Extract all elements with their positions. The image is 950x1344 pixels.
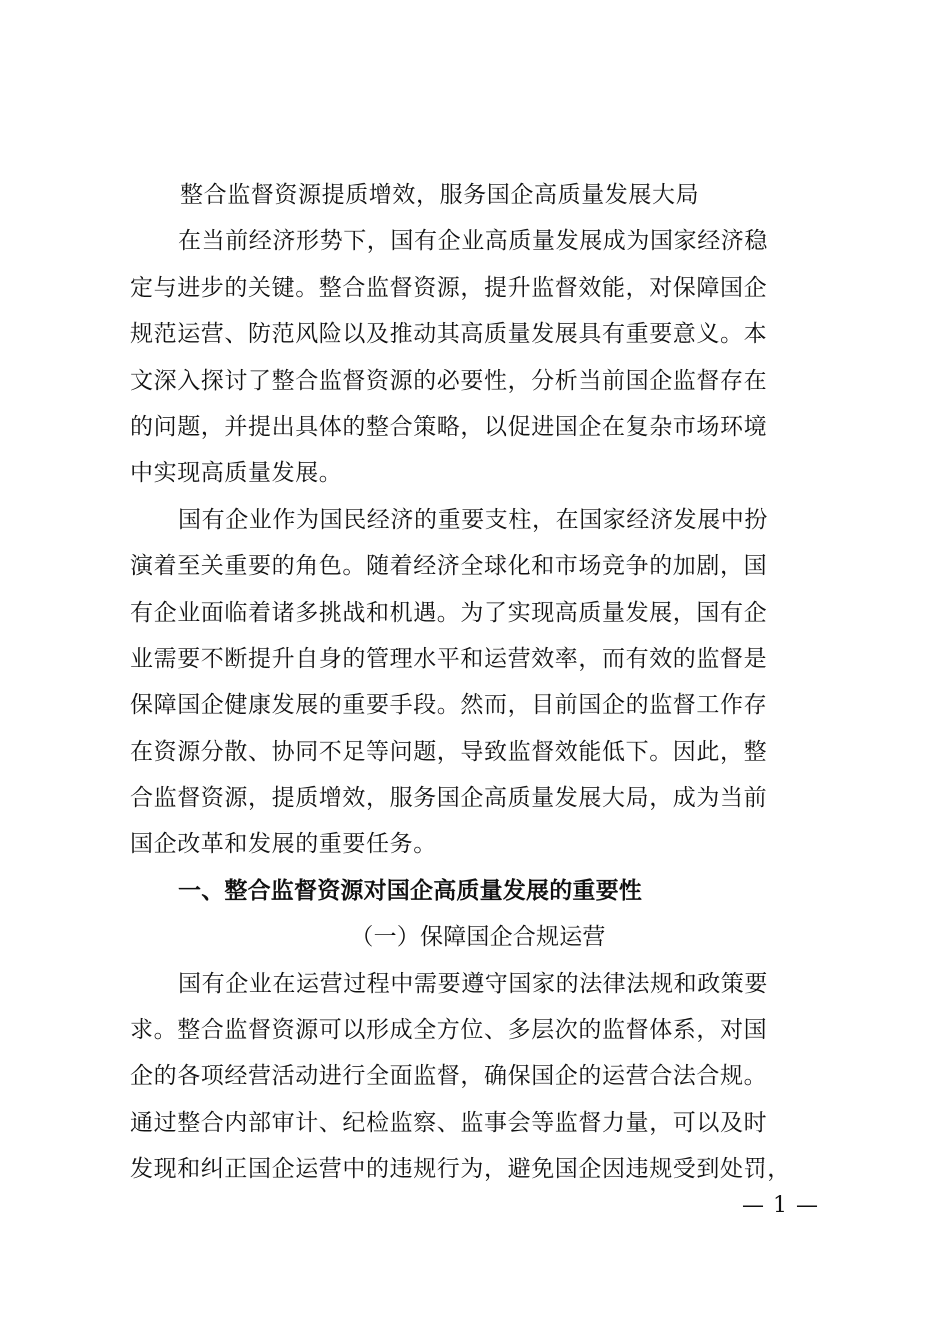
paragraph-3-line-1: 国有企业在运营过程中需要遵守国家的法律法规和政策要 xyxy=(178,970,768,997)
paragraph-2-line-6: 在资源分散、协同不足等问题，导致监督效能低下。因此，整 xyxy=(130,738,768,765)
section-heading-1: 一、整合监督资源对国企高质量发展的重要性 xyxy=(178,877,642,904)
paragraph-2-line-8: 国企改革和发展的重要任务。 xyxy=(130,831,437,858)
paragraph-3-line-3: 企的各项经营活动进行全面监督，确保国企的运营合法合规。 xyxy=(130,1063,768,1090)
paragraph-3-line-2: 求。整合监督资源可以形成全方位、多层次的监督体系，对国 xyxy=(130,1017,768,1044)
paragraph-1-line-5: 的问题，并提出具体的整合策略，以促进国企在复杂市场环境 xyxy=(130,413,768,440)
paragraph-1-line-1: 在当前经济形势下，国有企业高质量发展成为国家经济稳 xyxy=(178,228,768,255)
paragraph-1-line-2: 定与进步的关键。整合监督资源，提升监督效能，对保障国企 xyxy=(130,274,768,301)
paragraph-2-line-1: 国有企业作为国民经济的重要支柱，在国家经济发展中扮 xyxy=(178,506,768,533)
paragraph-2-line-5: 保障国企健康发展的重要手段。然而，目前国企的监督工作存 xyxy=(130,692,768,719)
paragraph-3-line-4: 通过整合内部审计、纪检监察、监事会等监督力量，可以及时 xyxy=(130,1109,768,1136)
paragraph-2-line-3: 有企业面临着诸多挑战和机遇。为了实现高质量发展，国有企 xyxy=(130,599,768,626)
paragraph-1-line-6: 中实现高质量发展。 xyxy=(130,460,343,487)
paragraph-1-line-3: 规范运营、防范风险以及推动其高质量发展具有重要意义。本 xyxy=(130,321,768,348)
paragraph-2-line-4: 业需要不断提升自身的管理水平和运营效率，而有效的监督是 xyxy=(130,645,768,672)
paragraph-3-line-5: 发现和纠正国企运营中的违规行为，避免国企因违规受到处罚， xyxy=(130,1156,791,1183)
subsection-heading-1: （一）保障国企合规运营 xyxy=(350,924,606,951)
paragraph-1-line-4: 文深入探讨了整合监督资源的必要性，分析当前国企监督存在 xyxy=(130,367,768,394)
page-number: — 1 — xyxy=(742,1193,819,1218)
document-body xyxy=(130,172,820,1193)
paragraph-2-line-2: 演着至关重要的角色。随着经济全球化和市场竞争的加剧，国 xyxy=(130,553,768,580)
document-title: 整合监督资源提质增效，服务国企高质量发展大局 xyxy=(180,182,700,208)
paragraph-2-line-7: 合监督资源，提质增效，服务国企高质量发展大局，成为当前 xyxy=(130,785,768,812)
